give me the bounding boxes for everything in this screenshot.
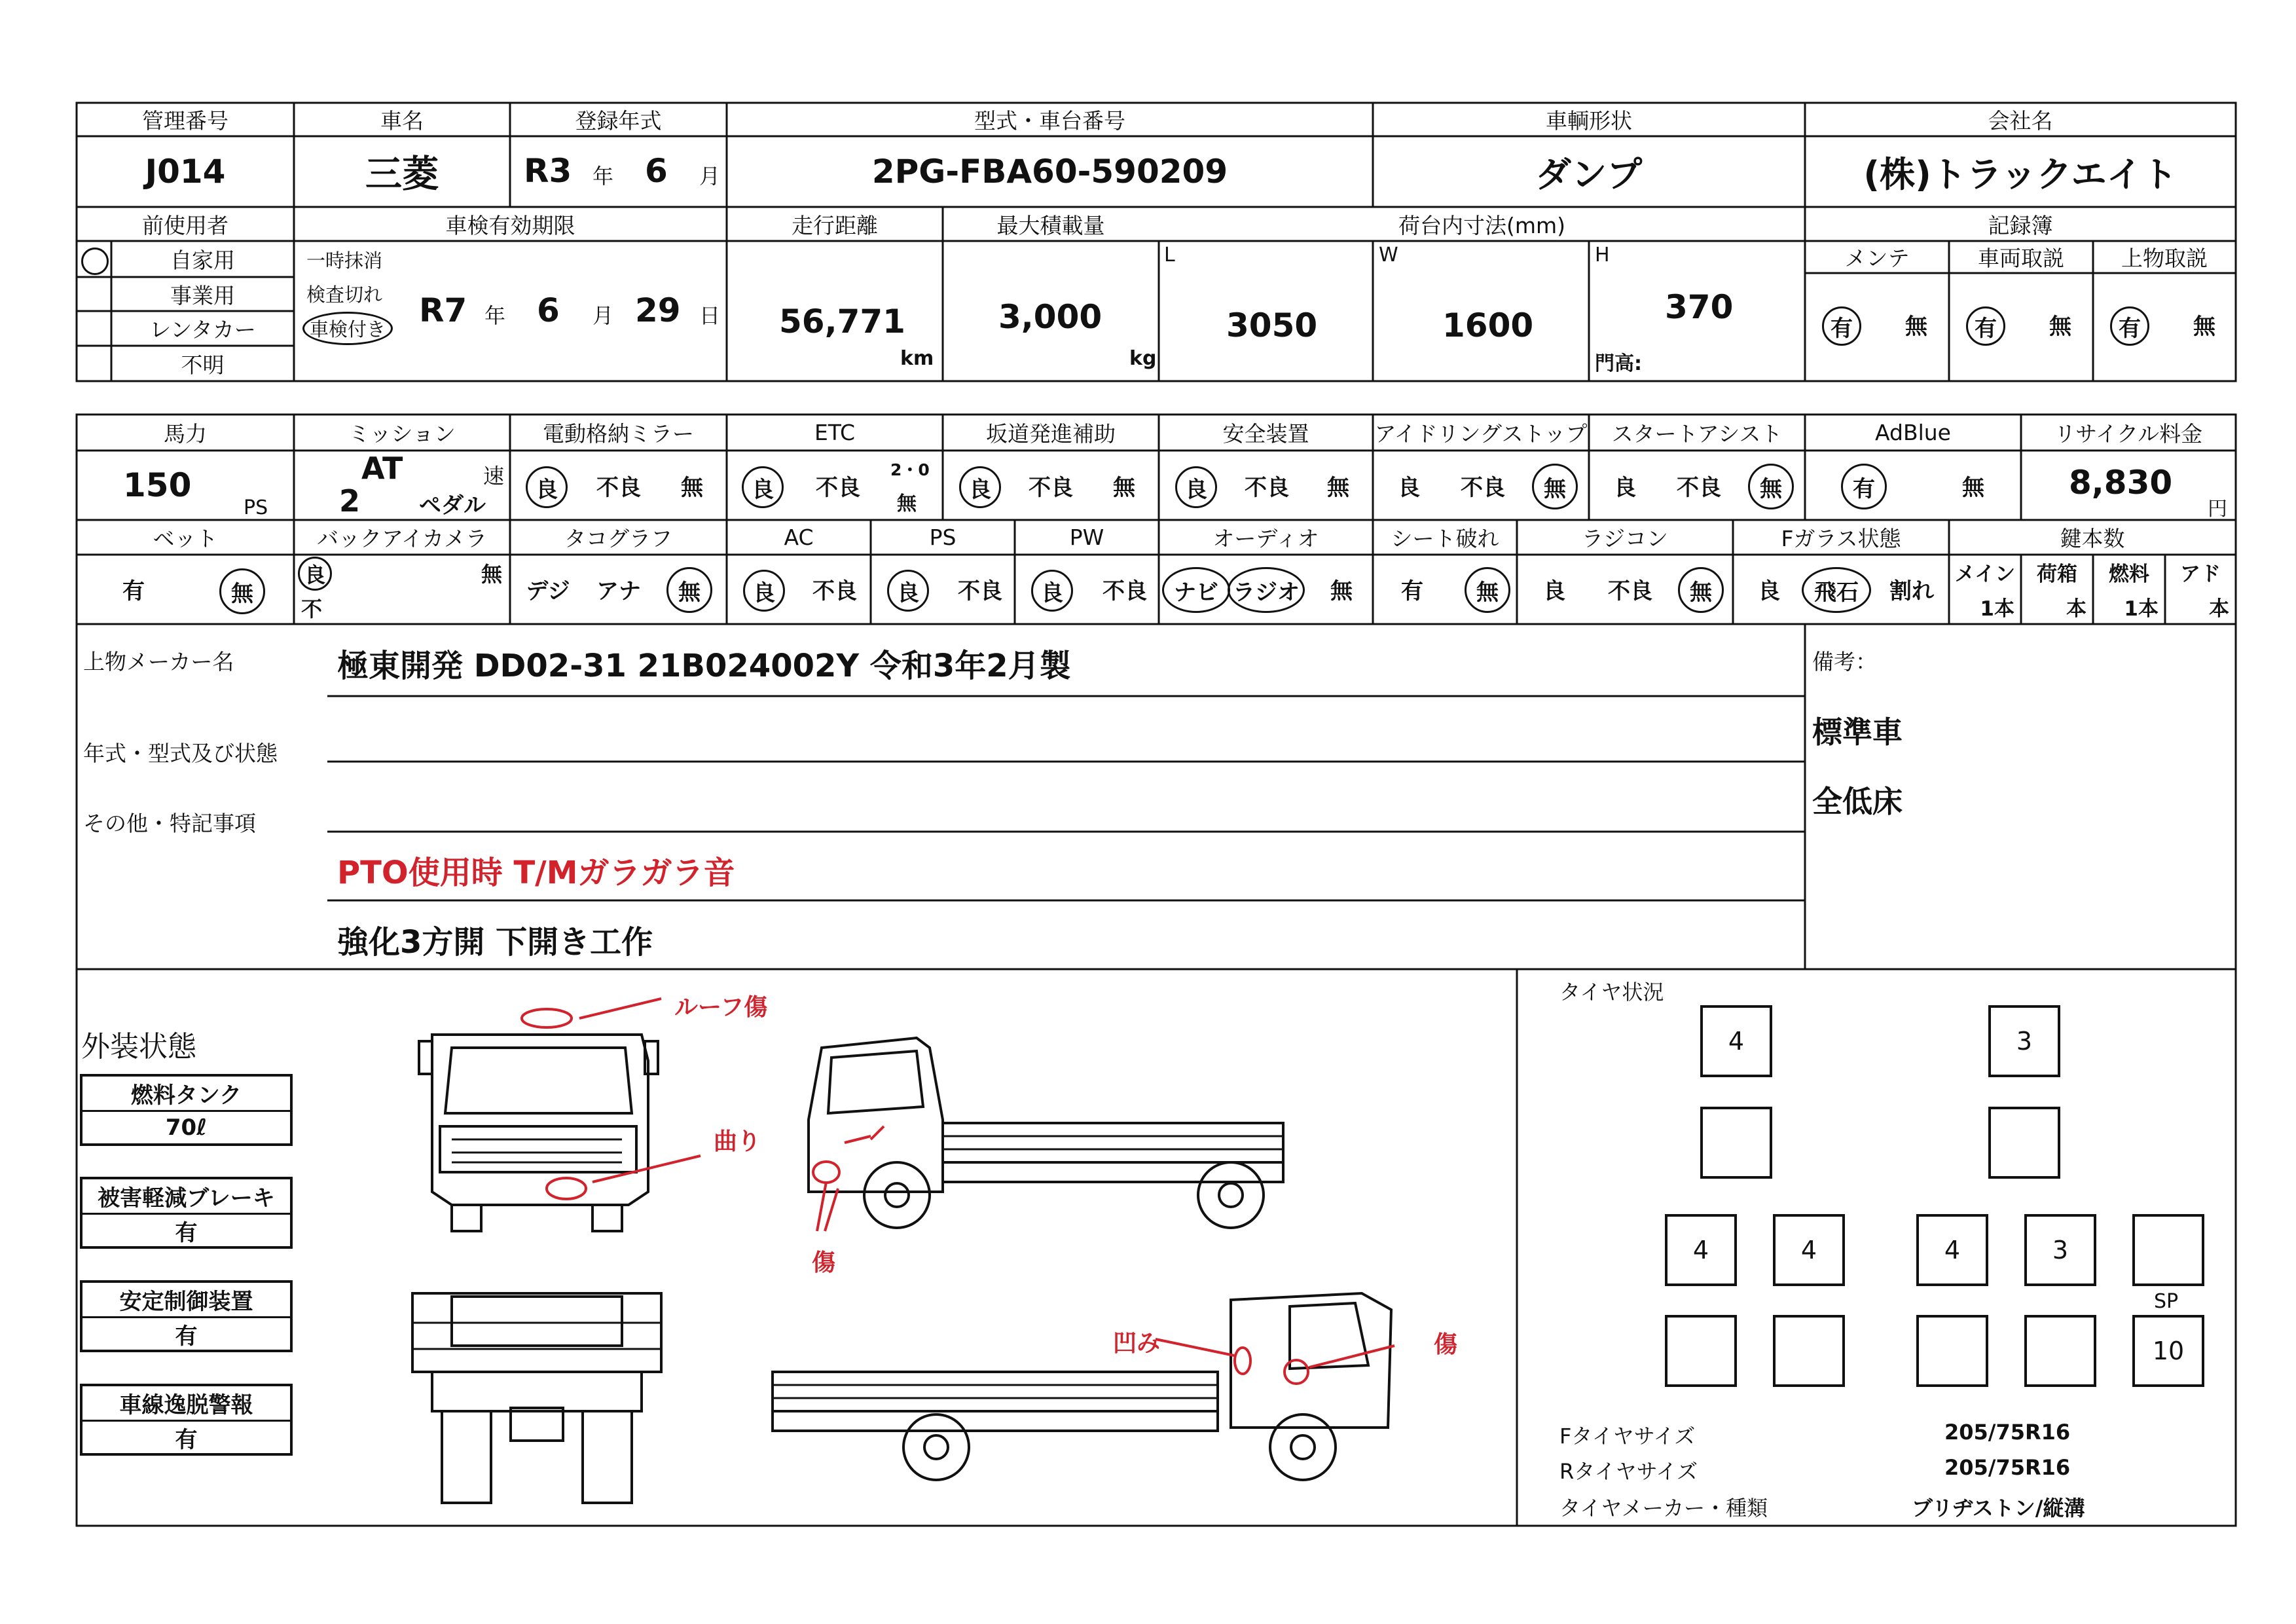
- damage-bend-label: 曲り: [714, 1128, 761, 1155]
- header-model: 型式・車台番号: [974, 108, 1125, 134]
- prev-user-business: 事業用: [170, 282, 235, 308]
- tire-spare: 10: [2132, 1315, 2204, 1387]
- camera-none: 無: [481, 562, 503, 587]
- remarks-label: 備考：: [1812, 649, 1877, 674]
- dim-L-label: L: [1164, 244, 1175, 267]
- fglass-chip: 飛石: [1802, 567, 1871, 613]
- etc-good: 良: [742, 466, 784, 508]
- mileage-unit: km: [900, 347, 934, 370]
- key-main-header: メイン: [1954, 562, 2016, 586]
- hill-good: 良: [959, 466, 1001, 508]
- note-pto-noise: PTO使用時 T/Mガラガラ音: [337, 855, 735, 891]
- hill-bad: 不良: [1029, 474, 1073, 501]
- remark-standard: 標準車: [1812, 714, 1903, 750]
- idle-good: 良: [1398, 474, 1420, 501]
- record-body-no: 無: [2193, 313, 2215, 340]
- insp-opt-expired: 検査切れ: [306, 284, 383, 306]
- car-name: 三菱: [365, 153, 439, 196]
- trans-speed: 速: [483, 464, 505, 489]
- insp-month: 6: [537, 291, 560, 329]
- key-fuel-header: 燃料: [2109, 562, 2149, 586]
- header-pw: PW: [1069, 525, 1104, 550]
- safety-bad: 不良: [1245, 474, 1289, 501]
- tire-front-left-inner: [1700, 1107, 1772, 1179]
- truck-right-side-view: [809, 1038, 1283, 1228]
- fuel-tank-value: 70ℓ: [165, 1115, 208, 1141]
- f-tire-size-label: Fタイヤサイズ: [1559, 1424, 1696, 1449]
- header-prev-user: 前使用者: [142, 212, 228, 238]
- ac-good: 良: [743, 570, 785, 612]
- tire-rear-right-inner: 4: [1916, 1214, 1988, 1286]
- etc-bad: 不良: [816, 474, 860, 501]
- company-name: (株)トラックエイト: [1863, 153, 2178, 195]
- damage-roof-label: ルーフ傷: [674, 994, 768, 1021]
- tire-front-right: 3: [1988, 1005, 2060, 1077]
- tire-rear-left-outer-2: [1665, 1315, 1737, 1387]
- trans-at: AT: [361, 451, 403, 486]
- record-maint-header: メンテ: [1844, 246, 1910, 271]
- spare-label: SP: [2154, 1290, 2179, 1313]
- hill-none: 無: [1113, 474, 1135, 501]
- ps-good: 良: [887, 570, 929, 612]
- label-year-model: 年式・型式及び状態: [83, 741, 278, 766]
- exterior-title: 外装状態: [81, 1030, 196, 1063]
- damage-dent-label: 凹み: [1113, 1330, 1161, 1357]
- etc-none: 無: [897, 492, 917, 515]
- key-adblue-count: 本: [2209, 597, 2229, 621]
- dim-H-label: H: [1595, 244, 1610, 267]
- bed-no: 無: [219, 568, 265, 614]
- tire-section-title: タイヤ状況: [1559, 980, 1664, 1005]
- insp-month-unit: 月: [592, 303, 614, 328]
- insp-opt-valid: 車検付き: [302, 312, 393, 345]
- audio-radio: ラジオ: [1228, 567, 1305, 613]
- header-company: 会社名: [1988, 108, 2053, 134]
- seat-yes: 有: [1401, 578, 1423, 604]
- lane-label: 車線逸脱警報: [82, 1386, 290, 1422]
- reg-year-unit: 年: [592, 164, 614, 189]
- key-cargo-header: 荷箱: [2037, 562, 2077, 586]
- tire-rear-left-inner-2: [1773, 1315, 1845, 1387]
- recycle-fee: 8,830: [2069, 464, 2173, 502]
- truck-rear-view: [412, 1293, 661, 1503]
- record-maint-yes: 有: [1822, 306, 1861, 346]
- header-ps: PS: [929, 525, 957, 550]
- camera-bad: 不: [301, 597, 323, 621]
- prev-user-rental: レンタカー: [149, 317, 256, 342]
- idle-none: 無: [1532, 464, 1578, 509]
- ps-bad: 不良: [958, 578, 1002, 604]
- dim-W-label: W: [1379, 244, 1398, 267]
- header-keys: 鍵本数: [2060, 526, 2125, 551]
- header-recycle: リサイクル料金: [2054, 421, 2203, 447]
- remark-low-floor: 全低床: [1812, 784, 1903, 819]
- note-gate-work: 強化3方開 下開き工作: [337, 924, 653, 961]
- prev-user-unknown: 不明: [181, 352, 225, 378]
- idle-bad: 不良: [1461, 474, 1505, 501]
- key-adblue-header: アド: [2180, 562, 2221, 586]
- start-good: 良: [1614, 474, 1636, 501]
- body-maker-line: 極東開発 DD02-31 21B024002Y 令和3年2月製: [337, 648, 1071, 684]
- mileage-value: 56,771: [779, 303, 905, 341]
- header-records: 記録簿: [1988, 212, 2053, 238]
- header-etc: ETC: [814, 420, 856, 445]
- header-seat: シート破れ: [1391, 526, 1499, 551]
- key-fuel-count: 1本: [2124, 597, 2159, 621]
- header-capacity: 最大積載量: [996, 212, 1105, 238]
- insp-year-unit: 年: [484, 303, 506, 328]
- reg-era: R3: [524, 152, 572, 190]
- record-maint-no: 無: [1905, 313, 1927, 340]
- capacity-value: 3,000: [998, 298, 1102, 336]
- label-other-notes: その他・特記事項: [83, 811, 256, 836]
- tire-rear-left-inner: 4: [1773, 1214, 1845, 1286]
- remote-good: 良: [1543, 578, 1565, 604]
- truck-left-side-view: [773, 1293, 1391, 1480]
- dim-H-value: 370: [1665, 288, 1734, 326]
- header-inspection: 車検有効期限: [445, 212, 575, 238]
- header-mirror: 電動格納ミラー: [543, 421, 694, 447]
- fglass-crack: 割れ: [1889, 578, 1934, 604]
- header-regyear: 登録年式: [575, 108, 662, 134]
- header-idle-stop: アイドリングストップ: [1374, 421, 1588, 447]
- vehicle-shape: ダンプ: [1535, 153, 1643, 195]
- tire-maker: ブリヂストン/縦溝: [1912, 1496, 2085, 1521]
- header-start-assist: スタートアシスト: [1611, 421, 1783, 447]
- trans-num: 2: [339, 483, 361, 519]
- header-hp: 馬力: [164, 421, 207, 447]
- stability-label: 安定制御装置: [82, 1283, 290, 1318]
- tacho-none: 無: [666, 567, 712, 613]
- damage-scratch-side-label: 傷: [1434, 1331, 1458, 1358]
- camera-good: 良: [298, 557, 332, 591]
- mirror-bad: 不良: [596, 474, 641, 501]
- tire-rear-right-outer-2: [2024, 1315, 2096, 1387]
- header-ac: AC: [784, 525, 814, 550]
- header-hill-assist: 坂道発進補助: [986, 421, 1116, 447]
- record-manual-yes: 有: [1966, 306, 2005, 346]
- kanri-number: J014: [145, 153, 226, 191]
- insp-era: R7: [419, 291, 467, 329]
- tire-rear-right-outer: 3: [2024, 1214, 2096, 1286]
- mirror-none: 無: [681, 474, 703, 501]
- capacity-unit: kg: [1129, 347, 1157, 370]
- header-kanri: 管理番号: [142, 108, 228, 134]
- prev-user-private: 自家用: [170, 248, 235, 273]
- tire-front-left: 4: [1700, 1005, 1772, 1077]
- header-bed-dims: 荷台内寸法(mm): [1398, 212, 1566, 238]
- header-tacho: タコグラフ: [564, 526, 672, 551]
- safety-none: 無: [1327, 474, 1349, 501]
- truck-front-view: [419, 1035, 658, 1231]
- brake-label: 被害軽減ブレーキ: [82, 1179, 290, 1215]
- etc-version: 2・0: [890, 460, 930, 479]
- reg-month: 6: [645, 152, 668, 190]
- adblue-no: 無: [1962, 474, 1984, 501]
- start-bad: 不良: [1677, 474, 1721, 501]
- record-manual-header: 車両取説: [1978, 246, 2064, 271]
- remote-bad: 不良: [1608, 578, 1652, 604]
- start-none: 無: [1748, 464, 1794, 509]
- f-tire-size: 205/75R16: [1944, 1420, 2071, 1445]
- record-body-manual-header: 上物取説: [2121, 246, 2208, 271]
- r-tire-size: 205/75R16: [1944, 1455, 2071, 1480]
- tire-rear-left-outer: 4: [1665, 1214, 1737, 1286]
- trans-pedal: ペダル: [419, 492, 486, 519]
- fglass-good: 良: [1758, 578, 1780, 604]
- safety-good: 良: [1175, 466, 1217, 508]
- adblue-yes: 有: [1841, 464, 1887, 509]
- pw-good: 良: [1031, 570, 1073, 612]
- header-remote: ラジコン: [1582, 526, 1668, 551]
- insp-day-unit: 日: [699, 303, 721, 328]
- pw-bad: 不良: [1102, 578, 1147, 604]
- recycle-unit: 円: [2208, 498, 2227, 521]
- header-transmission: ミッション: [348, 421, 456, 447]
- record-manual-no: 無: [2049, 313, 2071, 340]
- audio-none: 無: [1330, 578, 1353, 604]
- header-carname: 車名: [380, 108, 424, 134]
- tacho-analog: アナ: [596, 578, 641, 604]
- dim-W-value: 1600: [1442, 306, 1534, 344]
- header-bed: ベット: [153, 526, 218, 551]
- reg-month-unit: 月: [699, 164, 721, 189]
- header-safety: 安全装置: [1222, 421, 1309, 447]
- dim-L-value: 3050: [1226, 306, 1318, 344]
- lane-value: 有: [175, 1426, 198, 1453]
- insp-day: 29: [635, 291, 681, 329]
- header-shape: 車輌形状: [1546, 108, 1632, 134]
- gate-height-label: 門高:: [1595, 352, 1642, 375]
- tire-front-right-inner: [1988, 1107, 2060, 1179]
- audio-navi: ナビ: [1162, 567, 1230, 613]
- brake-value: 有: [175, 1219, 198, 1246]
- mirror-good: 良: [526, 466, 568, 508]
- model-number: 2PG-FBA60-590209: [871, 153, 1228, 191]
- remote-none: 無: [1678, 567, 1724, 613]
- tire-maker-label: タイヤメーカー・種類: [1559, 1496, 1768, 1521]
- fuel-tank-label: 燃料タンク: [82, 1077, 290, 1112]
- ac-bad: 不良: [812, 578, 857, 604]
- damage-scratch-front-label: 傷: [812, 1249, 836, 1276]
- r-tire-size-label: Rタイヤサイズ: [1559, 1459, 1698, 1484]
- header-fglass: Fガラス状態: [1781, 526, 1901, 551]
- header-adblue: AdBlue: [1875, 420, 1951, 445]
- seat-no: 無: [1465, 567, 1510, 613]
- tacho-digital: デジ: [526, 578, 570, 604]
- header-mileage: 走行距離: [792, 212, 878, 238]
- hp-value: 150: [123, 466, 192, 504]
- tire-rear-right-inner-2: [1916, 1315, 1988, 1387]
- insp-opt-temp-cancel: 一時抹消: [306, 249, 383, 272]
- tire-extra: [2132, 1214, 2204, 1286]
- key-main-count: 1本: [1980, 597, 2014, 621]
- header-audio: オーディオ: [1212, 526, 1319, 551]
- bed-yes: 有: [122, 578, 145, 604]
- header-back-camera: バックアイカメラ: [316, 526, 488, 551]
- stability-value: 有: [175, 1323, 198, 1350]
- label-body-maker: 上物メーカー名: [83, 649, 234, 674]
- record-body-yes: 有: [2110, 306, 2149, 346]
- hp-unit: PS: [244, 496, 268, 519]
- key-cargo-count: 本: [2066, 597, 2086, 621]
